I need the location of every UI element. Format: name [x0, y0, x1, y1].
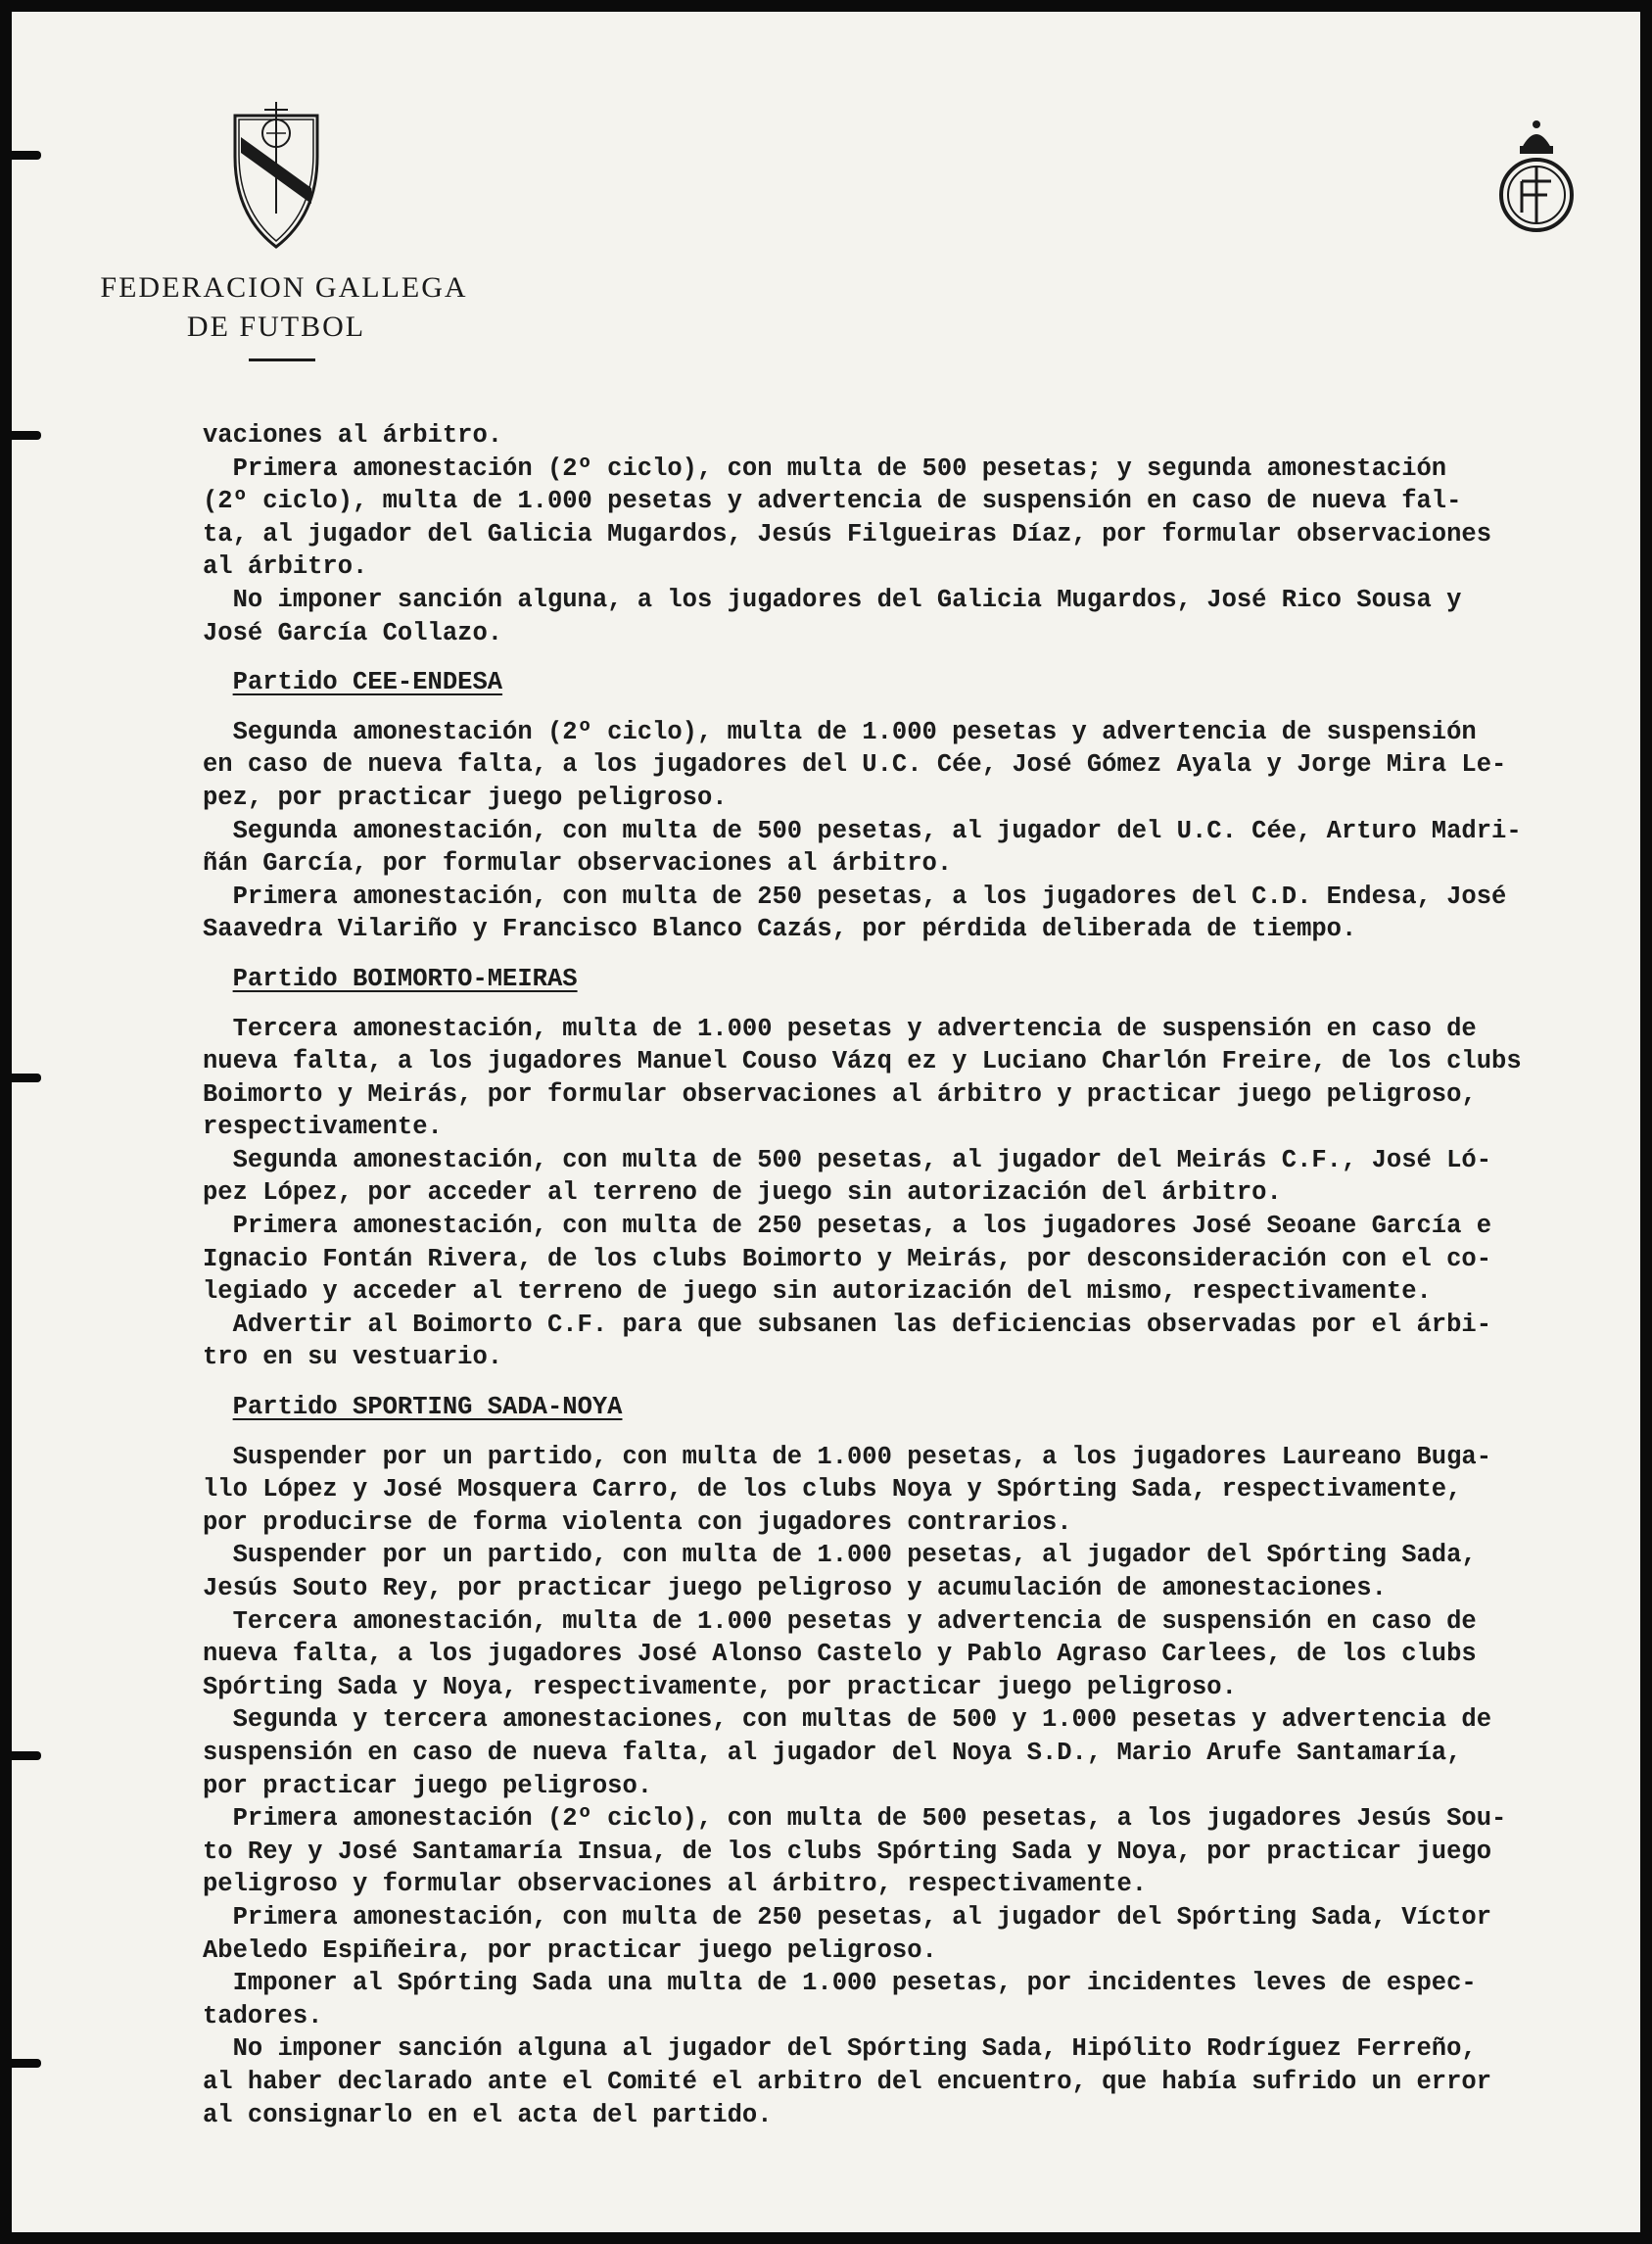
section-heading — [203, 1391, 1632, 1424]
federation-name-line2: DE FUTBOL — [186, 310, 366, 343]
text-line: respectivamente. — [203, 1113, 443, 1142]
paragraph-gap — [203, 996, 1632, 1013]
text-line: llo López y José Mosquera Carro, de los clubs Noya y Spórting Sada, respectivamente, — [203, 1475, 1462, 1504]
section-heading-text: Partido BOIMORTO-MEIRAS — [232, 964, 578, 993]
text-line: No imponer sanción alguna, a los jugadores del Galicia Mugardos, José Rico Sousa y — [203, 585, 1462, 614]
text-line: Advertir al Boimorto C.F. para que subsanen las deficiencias observadas por el árbi- — [203, 1310, 1492, 1339]
text-line: por producirse de forma violenta con jugadores contrarios. — [203, 1507, 1072, 1537]
text-line: No imponer sanción alguna al jugador del Spórting Sada, Hipólito Rodríguez Ferreño, — [203, 2034, 1477, 2064]
paragraph-gap — [203, 699, 1632, 716]
text-line: Segunda amonestación (2º ciclo), multa de 1.000 pesetas y advertencia de suspensión — [203, 717, 1477, 746]
text-line: peligroso y formular observaciones al árbitro, respectivamente. — [203, 1870, 1148, 1899]
punch-hole — [6, 1074, 41, 1082]
text-line: Primera amonestación (2º ciclo), con multa de 500 pesetas; y segunda amonestación — [203, 454, 1447, 483]
text-line: al haber declarado ante el Comité el arbitro del encuentro, que había sufrido un error — [203, 2067, 1492, 2096]
text-line: nueva falta, a los jugadores Manuel Couso Vázq ez y Luciano Charlón Freire, de los clubs — [203, 1047, 1522, 1076]
paragraph-gap — [203, 1424, 1632, 1441]
text-line: Primera amonestación (2º ciclo), con multa de 500 pesetas, a los jugadores Jesús Sou- — [203, 1804, 1507, 1834]
punch-hole — [6, 431, 41, 440]
text-line: Suspender por un partido, con multa de 1.000 pesetas, al jugador del Spórting Sada, — [203, 1541, 1477, 1570]
text-line: legiado y acceder al terreno de juego sin autorización del mismo, respectivamente. — [203, 1277, 1432, 1307]
text-line: to Rey y José Santamaría Insua, de los clubs Spórting Sada y Noya, por practicar juego — [203, 1837, 1492, 1866]
text-line: (2º ciclo), multa de 1.000 pesetas y advertencia de suspensión en caso de nueva fal- — [203, 487, 1462, 516]
federation-crest-icon — [229, 98, 323, 255]
text-line: Saavedra Vilariño y Francisco Blanco Cazás, por pérdida deliberada de tiempo. — [203, 915, 1357, 944]
text-line: Imponer al Spórting Sada una multa de 1.000 pesetas, por incidentes leves de espec- — [203, 1969, 1477, 1998]
text-line: Ignacio Fontán Rivera, de los clubs Boimorto y Meirás, por desconsideración con el co- — [203, 1244, 1492, 1273]
section-heading-text: Partido CEE-ENDESA — [232, 668, 503, 697]
header-divider — [249, 358, 315, 361]
text-line: ta, al jugador del Galicia Mugardos, Jesús Filgueiras Díaz, por formular observaciones — [203, 519, 1492, 549]
text-line: Tercera amonestación, multa de 1.000 pesetas y advertencia de suspensión en caso de — [203, 1014, 1477, 1043]
text-line: Tercera amonestación, multa de 1.000 pesetas y advertencia de suspensión en caso de — [203, 1606, 1477, 1636]
text-line: Segunda y tercera amonestaciones, con multas de 500 y 1.000 pesetas y advertencia de — [203, 1705, 1492, 1735]
text-line: por practicar juego peligroso. — [203, 1771, 653, 1800]
rfef-crown-emblem-icon — [1492, 115, 1581, 242]
text-line: Segunda amonestación, con multa de 500 pesetas, al jugador del U.C. Cée, Arturo Madri- — [203, 816, 1522, 845]
text-line: Abeledo Espiñeira, por practicar juego peligroso. — [203, 1935, 937, 1965]
text-line: Suspender por un partido, con multa de 1.000 pesetas, a los jugadores Laureano Buga- — [203, 1442, 1492, 1471]
federation-name-line1: FEDERACION GALLEGA — [100, 271, 468, 304]
text-line: al consignarlo en el acta del partido. — [203, 2100, 773, 2129]
text-line: al árbitro. — [203, 552, 368, 582]
punch-hole — [6, 151, 41, 160]
text-line: Spórting Sada y Noya, respectivamente, por practicar juego peligroso. — [203, 1672, 1237, 1701]
text-line: en caso de nueva falta, a los jugadores del U.C. Cée, José Gómez Ayala y Jorge Mira Le- — [203, 750, 1507, 780]
text-line: ñán García, por formular observaciones al árbitro. — [203, 849, 953, 879]
text-line: Primera amonestación, con multa de 250 pesetas, al jugador del Spórting Sada, Víctor — [203, 1902, 1492, 1932]
punch-hole — [6, 2059, 41, 2068]
text-line: Primera amonestación, con multa de 250 pesetas, a los jugadores José Seoane García e — [203, 1212, 1492, 1241]
document-page — [12, 12, 1640, 2232]
section-heading — [203, 666, 1632, 699]
paragraph-gap — [203, 946, 1632, 963]
document-body — [203, 419, 1632, 2131]
text-line: José García Collazo. — [203, 618, 503, 647]
text-line: tro en su vestuario. — [203, 1343, 503, 1372]
paragraph-gap — [203, 649, 1632, 666]
text-line: Segunda amonestación, con multa de 500 pesetas, al jugador del Meirás C.F., José Ló- — [203, 1145, 1492, 1174]
text-line: Primera amonestación, con multa de 250 pesetas, a los jugadores del C.D. Endesa, José — [203, 882, 1507, 911]
text-line: nueva falta, a los jugadores José Alonso Castelo y Pablo Agraso Carlees, de los clubs — [203, 1640, 1477, 1669]
text-line: vaciones al árbitro. — [203, 421, 503, 450]
text-line: pez, por practicar juego peligroso. — [203, 783, 728, 812]
punch-hole — [6, 1751, 41, 1760]
section-heading — [203, 963, 1632, 996]
federation-name — [78, 268, 490, 347]
paragraph-gap — [203, 1374, 1632, 1391]
section-heading-text: Partido SPORTING SADA-NOYA — [232, 1393, 623, 1422]
text-line: tadores. — [203, 2001, 323, 2030]
text-line: Boimorto y Meirás, por formular observaciones al árbitro y practicar juego peligroso, — [203, 1079, 1477, 1109]
text-line: Jesús Souto Rey, por practicar juego peligroso y acumulación de amonestaciones. — [203, 1574, 1387, 1602]
text-line: suspensión en caso de nueva falta, al jugador del Noya S.D., Mario Arufe Santamaría, — [203, 1738, 1462, 1767]
text-line: pez López, por acceder al terreno de juego sin autorización del árbitro. — [203, 1178, 1282, 1208]
